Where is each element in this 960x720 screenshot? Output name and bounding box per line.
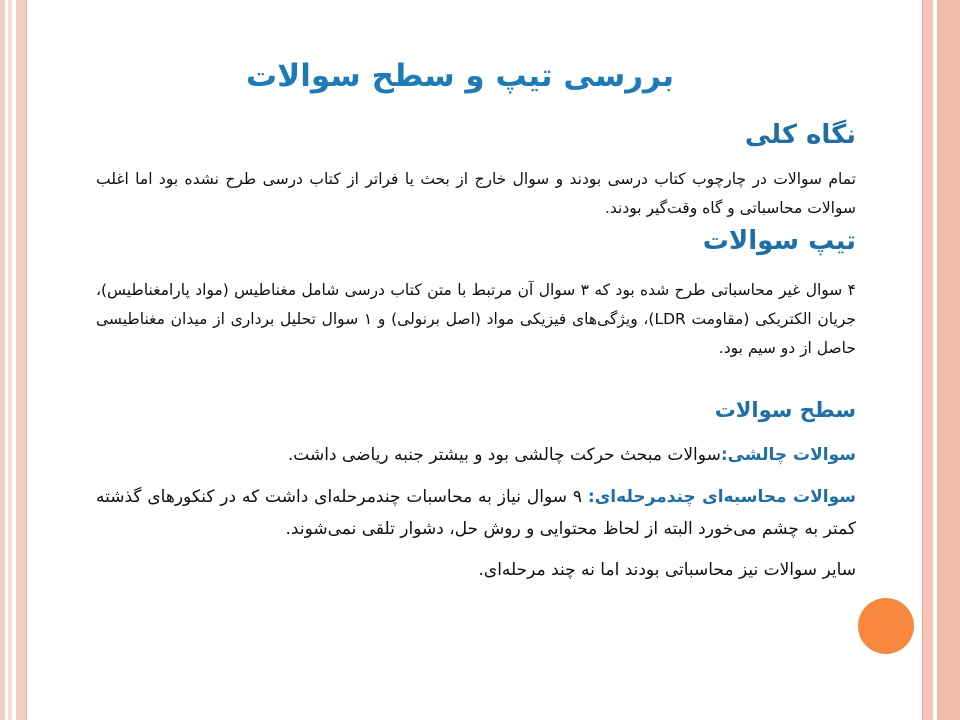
multistep-text: ۹ سوال نیاز به محاسبات چندمرحله‌ای داشت که در کنکورهای گذشته کمتر به چشم می‌خورد البته از لحاظ محتوایی و روش حل، دشوار تلقی نمی‌شوند.	[96, 487, 856, 539]
multistep-label: سوالات محاسبه‌ای چندمرحله‌ای:	[587, 487, 857, 507]
challenging-text: سوالات مبحث حرکت چالشی بود و بیشتر جنبه ریاضی داشت.	[287, 445, 721, 465]
right-decorative-stripe	[922, 0, 960, 720]
other-paragraph: سایر سوالات نیز محاسباتی بودند اما نه چند مرحله‌ای.	[478, 560, 856, 580]
types-paragraph: ۴ سوال غیر محاسباتی طرح شده بود که ۳ سوال آن مرتبط با متن کتاب درسی شامل مغناطیس (مواد پارامغناطیس)، جریان الکتریکی (مقاومت LDR)، ویژگی‌های فیزیکی مواد (اصل برنولی) و ۱ سوال تحلیل برداری از میدان مغناطیسی حاصل از دو سیم بود.	[96, 281, 856, 357]
slide-title: بررسی تیپ و سطح سوالات	[246, 58, 674, 94]
left-decorative-stripe	[0, 0, 27, 720]
types-heading: تیپ سوالات	[702, 226, 856, 256]
challenging-label: سوالات چالشی:	[720, 445, 856, 465]
orange-circle-decoration	[858, 598, 914, 654]
overview-heading: نگاه کلی	[744, 120, 856, 150]
levels-heading: سطح سوالات	[714, 398, 856, 422]
overview-paragraph: تمام سوالات در چارچوب کتاب درسی بودند و سوال خارج از بحث یا فراتر از کتاب درسی طرح نشده بود اما اغلب سوالات محاسباتی و گاه وقت‌گیر بودند.	[96, 170, 856, 217]
multistep-paragraph	[96, 481, 856, 545]
challenging-paragraph	[96, 439, 856, 471]
